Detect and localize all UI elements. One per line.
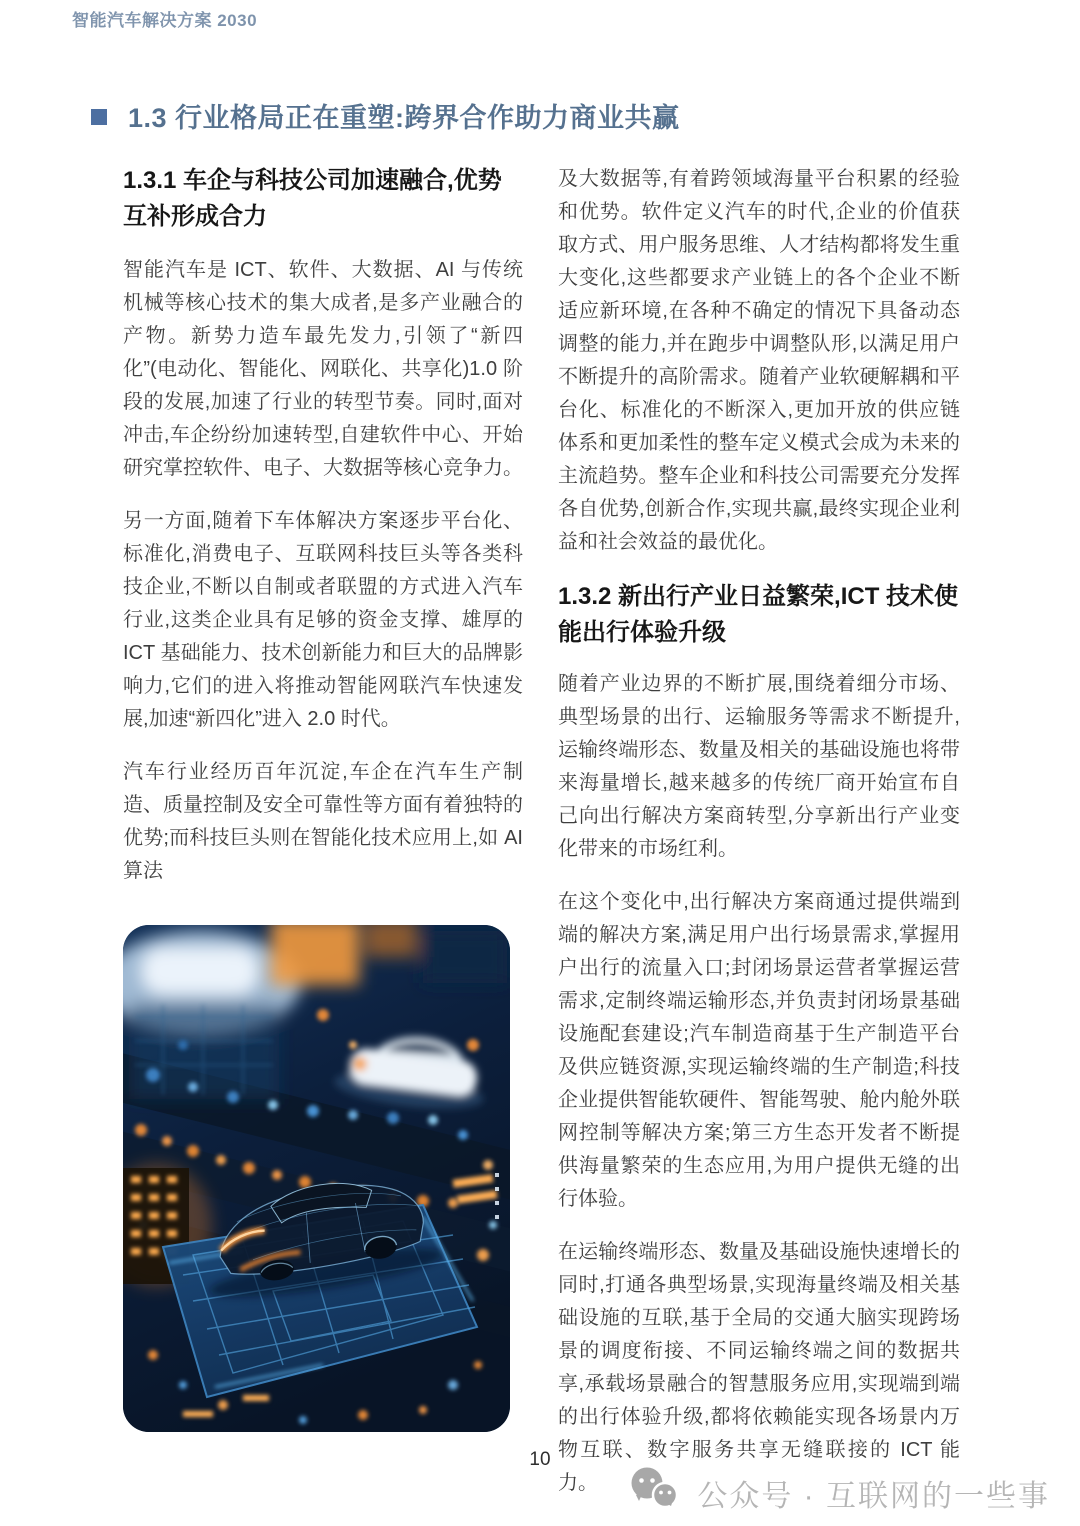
body-paragraph: 另一方面,随着下车体解决方案逐步平台化、标准化,消费电子、互联网科技巨头等各类科技企业,不断以自制或者联盟的方式进入汽车行业,这类企业具有足够的资金支撑、雄厚的 ICT 基础能力、技术创新能力和巨大的品牌影响力,它们的进入将推动智能网联汽车快速发展,加速“新四化”进入 2.0 时代。 (123, 510, 523, 730)
page-number: 10 (529, 1449, 551, 1470)
watermark (626, 1466, 1050, 1519)
section-heading (91, 100, 680, 136)
body-paragraph: 及大数据等,有着跨领域海量平台积累的经验和优势。软件定义汽车的时代,企业的价值获取方式、用户服务思维、人才结构都将发生重大变化,这些都要求产业链上的各个企业不断适应新环境,在各种不确定的情况下具备动态调整的能力,并在跑步中调整队形,以满足用户不断提升的高阶需求。随着产业软硬解耦和平台化、标准化的不断深入,更加开放的供应链体系和更加柔性的整车定义模式会成为未来的主流趋势。整车企业和科技公司需要充分发挥各自优势,创新合作,实现共赢,最终实现企业利益和社会效益的最优化。 (558, 168, 960, 553)
body-paragraph: 汽车行业经历百年沉淀,车企在汽车生产制造、质量控制及安全可靠性等方面有着独特的优势;而科技巨头则在智能化技术应用上,如 AI 算法 (123, 761, 523, 882)
body-paragraph: 随着产业边界的不断扩展,围绕着细分市场、典型场景的出行、运输服务等需求不断提升,运输终端形态、数量及相关的基础设施也将带来海量增长,越来越多的传统厂商开始宣布自己向出行解决方案商转型,分享新出行产业变化带来的市场红利。 (558, 673, 960, 860)
right-column (558, 163, 960, 1520)
watermark-label: 公众号 · 互联网的一些事 (697, 1479, 1050, 1513)
subsection-title-131: 1.3.1 车企与科技公司加速融合,优势互补形成合力 (123, 167, 502, 230)
car-on-circuit-board-image (123, 925, 510, 1432)
document-header-title: 智能汽车解决方案 2030 (72, 11, 258, 30)
body-paragraph: 智能汽车是 ICT、软件、大数据、AI 与传统机械等核心技术的集大成者,是多产业融合的产物。新势力造车最先发力,引领了“新四化”(电动化、智能化、网联化、共享化)1.0 阶段的发展,加速了行业的转型节奏。同时,面对冲击,车企纷纷加速转型,自建软件中心、开始研究掌控软件、电子、大数据等核心竞争力。 (123, 259, 523, 479)
wechat-icon (626, 1466, 684, 1519)
body-paragraph: 在这个变化中,出行解决方案商通过提供端到端的解决方案,满足用户出行场景需求,掌握用户出行的流量入口;封闭场景运营者掌握运营需求,定制终端运输形态,并负责封闭场景基础设施配套建设;汽车制造商基于生产制造平台及供应链资源,实现运输终端的生产制造;科技企业提供智能软硬件、智能驾驶、舱内舱外联网控制等解决方案;第三方生态开发者不断提供海量繁荣的生态应用,为用户提供无缝的出行体验。 (558, 891, 960, 1210)
subsection-title-132: 1.3.2 新出行产业日益繁荣,ICT 技术使能出行体验升级 (558, 583, 959, 646)
left-column (123, 163, 523, 1432)
body-paragraph: 在运输终端形态、数量及基础设施快速增长的同时,打通各典型场景,实现海量终端及相关基础设施的互联,基于全局的交通大脑实现跨场景的调度衔接、不同运输终端之间的数据共享,承载场景融合的智慧服务应用,实现端到端的出行体验升级,都将依赖能实现各场景内万物互联、数字服务共享无缝联接的 ICT 能力。 (558, 1241, 960, 1494)
section-title: 1.3 行业格局正在重塑:跨界合作助力商业共赢 (128, 103, 680, 133)
square-bullet-icon (91, 109, 107, 125)
